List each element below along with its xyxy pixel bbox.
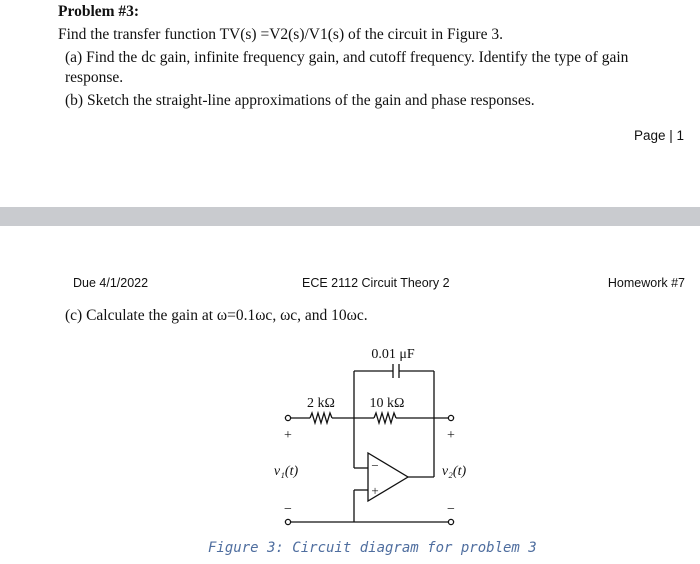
problem-statement: Find the transfer function TV(s) =V2(s)/V1(s) of the circuit in Figure 3. (58, 26, 503, 43)
part-a-text: (a) Find the dc gain, infinite frequency gain, and cutoff frequency. Identify the type of gain (65, 49, 629, 66)
input-terminal-bottom (285, 519, 290, 524)
resistor-10k-label: 10 kΩ (369, 396, 405, 411)
op-amp-inverting-sign: − (371, 458, 379, 473)
due-date: Due 4/1/2022 (73, 276, 149, 290)
input-minus-sign: − (284, 502, 292, 517)
part-c-text: (c) Calculate the gain at ω=0.1ωc, ωc, and 10ωc. (65, 307, 368, 324)
input-voltage-label: v₁(t) (273, 464, 299, 479)
output-minus-sign: − (447, 502, 455, 517)
input-terminal-top (285, 415, 290, 420)
part-b-text: (b) Sketch the straight-line approximations of the gain and phase responses. (65, 92, 535, 109)
resistor-2k-symbol (310, 413, 332, 423)
page-number: Page | 1 (633, 128, 684, 143)
output-voltage-label: v₂(t) (441, 464, 467, 479)
course-name: ECE 2112 Circuit Theory 2 (302, 276, 450, 290)
output-plus-sign: + (447, 428, 455, 443)
input-plus-sign: + (284, 428, 292, 443)
output-terminal-top (448, 415, 453, 420)
figure-caption: Figure 3: Circuit diagram for problem 3 (208, 540, 537, 556)
op-amp-noninverting-sign: + (371, 483, 379, 498)
resistor-10k-symbol (374, 413, 396, 423)
homework-number: Homework #7 (607, 276, 685, 290)
output-terminal-bottom (448, 519, 453, 524)
page-break-divider (0, 207, 700, 226)
capacitor-label: 0.01 μF (371, 347, 415, 362)
part-a-text-continued: response. (65, 69, 124, 86)
resistor-2k-label: 2 kΩ (307, 396, 335, 411)
problem-title: Problem #3: (58, 3, 140, 20)
circuit-diagram (250, 338, 490, 538)
